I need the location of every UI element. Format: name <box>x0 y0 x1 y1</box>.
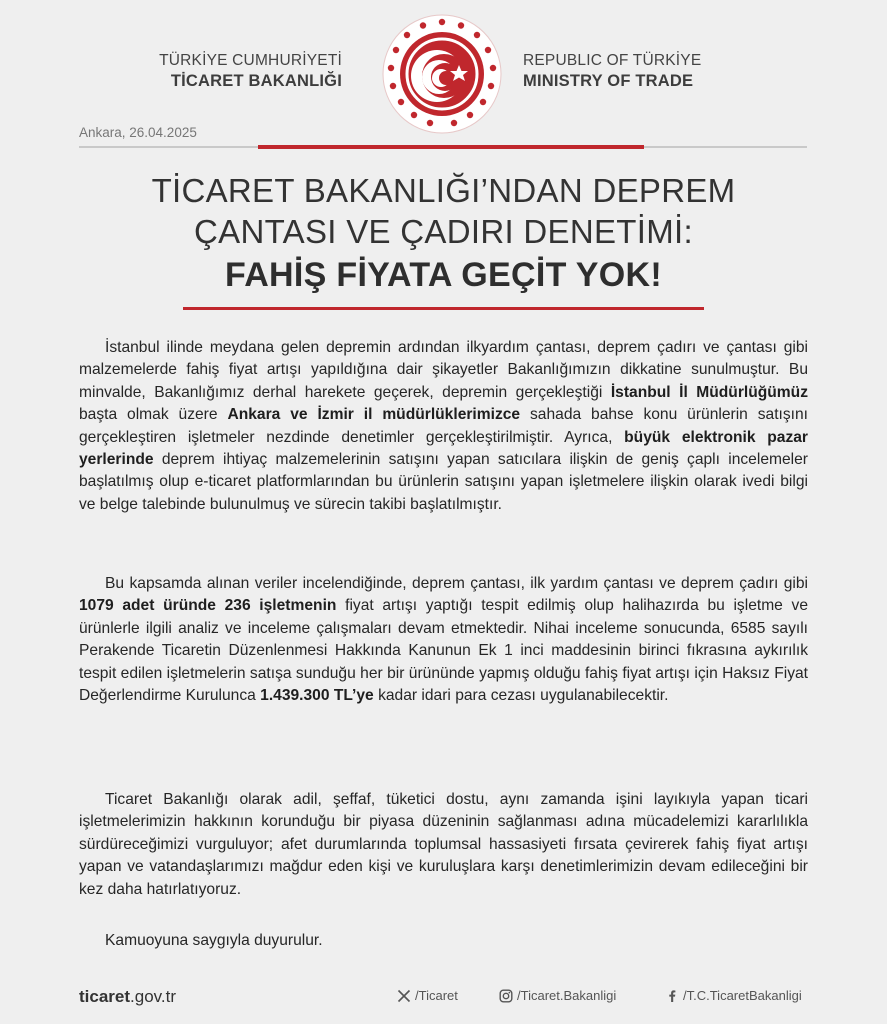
header-right-title <box>523 50 763 92</box>
footer-instagram-handle: /Ticaret.Bakanligi <box>517 988 617 1003</box>
header-left-line2: TİCARET BAKANLIĞI <box>170 72 342 90</box>
headline-line-1: TİCARET BAKANLIĞI’NDAN DEPREM <box>151 172 736 209</box>
p2-text-c: kadar idari para cezası uygulanabilecektir. <box>373 687 669 705</box>
header-left-title <box>120 50 342 92</box>
p1-bold-istanbul: İstanbul İl Müdürlüğümüz <box>610 383 808 401</box>
header-divider-accent <box>258 145 644 149</box>
p3-text: Ticaret Bakanlığı olarak adil, şeffaf, tüketici dostu, aynı zamanda işini layıkıyla yapan ticari işletmelerimizin hakkının korunduğu bir piyasa düzeninin sağlanması adına mücadelemizi kararlılıkla sürdüreceğimizi vurguluyor; afet durumlarında toplumsal hassasiyeti fırsata çevirerek fahiş fiyat artışı yapan ve vatandaşlarımızı mağdur eden kişi ve kuruluşlara karşı denetimlerimizin devam edileceğini bir kez daha hatırlatıyoruz. <box>79 791 808 898</box>
footer-facebook-link[interactable] <box>665 988 802 1003</box>
footer-x-handle: /Ticaret <box>415 988 458 1003</box>
header-left-line1: TÜRKİYE CUMHURİYETİ <box>159 52 342 69</box>
paragraph-2 <box>79 573 808 707</box>
p1-bold-pazar-yerleri: büyük elektronik pazar yerlerinde <box>79 428 808 469</box>
paragraph-4 <box>79 930 808 952</box>
footer-instagram-link[interactable] <box>499 988 616 1003</box>
header-right-line2: MINISTRY OF TRADE <box>523 72 694 90</box>
headline-underline <box>183 307 704 310</box>
ministry-seal-icon <box>381 13 503 135</box>
footer-website-link[interactable] <box>79 987 176 1007</box>
p2-bold-counts: 1079 adet üründe 236 işletmenin <box>79 597 337 615</box>
p1-bold-ankara-izmir: Ankara ve İzmir il müdürlüklerimizce <box>227 406 521 424</box>
p1-text-d: deprem ihtiyaç malzemelerinin satışını yapan satıcılara ilişkin de geniş çaplı incelemeler başlatılmış olup e-ticaret platformlarından bu ürünlerin satışını yapan işletmelere ilişkin olarak ivedi bilgi ve belge talebinde bulunulmuş ve sürecin takibi başlatılmıştır. <box>79 451 808 513</box>
instagram-logo-icon <box>499 989 513 1003</box>
release-date: Ankara, 26.04.2025 <box>79 125 197 140</box>
p4-text: Kamuoyuna saygıyla duyurulur. <box>105 932 323 949</box>
footer-x-link[interactable] <box>397 988 458 1003</box>
p1-text-c: sahada bahse konu ürünlerin satışını gerçekleştiren işletmeler nezdinde denetimler gerçekleştirilmiştir. Ayrıca, <box>79 406 808 446</box>
paragraph-3 <box>79 789 808 901</box>
footer-site-bold: ticaret <box>79 987 131 1006</box>
headline-line-2: ÇANTASI VE ÇADIRI DENETİMİ: <box>194 213 693 250</box>
p2-text-b: fiyat artışı yaptığı tespit edilmiş olup halihazırda bu işletme ve ürünlerle ilgili analiz ve inceleme çalışmaları devam etmektedir. Nihai inceleme sonucunda, 6585 sayılı Perakende Ticaretin Düzenlenmesi Hakkında Kanunun Ek 1 inci maddesinin birinci fıkrasına aykırılık tespit edilen işletmelerin satışa sunduğu her bir ürününde yapmış olduğu fahiş fiyat artışı için Haksız Fiyat Değerlendirme Kurulunca <box>79 597 808 705</box>
header-right-line1: REPUBLIC OF TÜRKİYE <box>523 52 702 69</box>
paragraph-1 <box>79 337 808 516</box>
p1-text-b: başta olmak üzere <box>79 406 228 424</box>
headline-line-3: FAHİŞ FİYATA GEÇİT YOK! <box>225 256 662 294</box>
x-logo-icon <box>397 989 411 1003</box>
footer-site-rest: .gov.tr <box>130 987 177 1006</box>
p2-bold-fine: 1.439.300 TL’ye <box>260 687 374 705</box>
facebook-logo-icon <box>665 989 679 1003</box>
footer-facebook-handle: /T.C.TicaretBakanligi <box>683 988 802 1003</box>
p2-text-a: Bu kapsamda alınan veriler incelendiğinde, deprem çantası, ilk yardım çantası ve deprem çadırı gibi <box>105 575 808 592</box>
p1-text-a: İstanbul ilinde meydana gelen depremin ardından ilkyardım çantası, deprem çadırı ve çantası gibi malzemelerde fahiş fiyat artışı yapıldığına dair şikayetler Bakanlığımızın dikkatine sunulmuştur. Bu minvalde, Bakanlığımız derhal harekete geçerek, depremin gerçekleştiği <box>79 339 808 401</box>
